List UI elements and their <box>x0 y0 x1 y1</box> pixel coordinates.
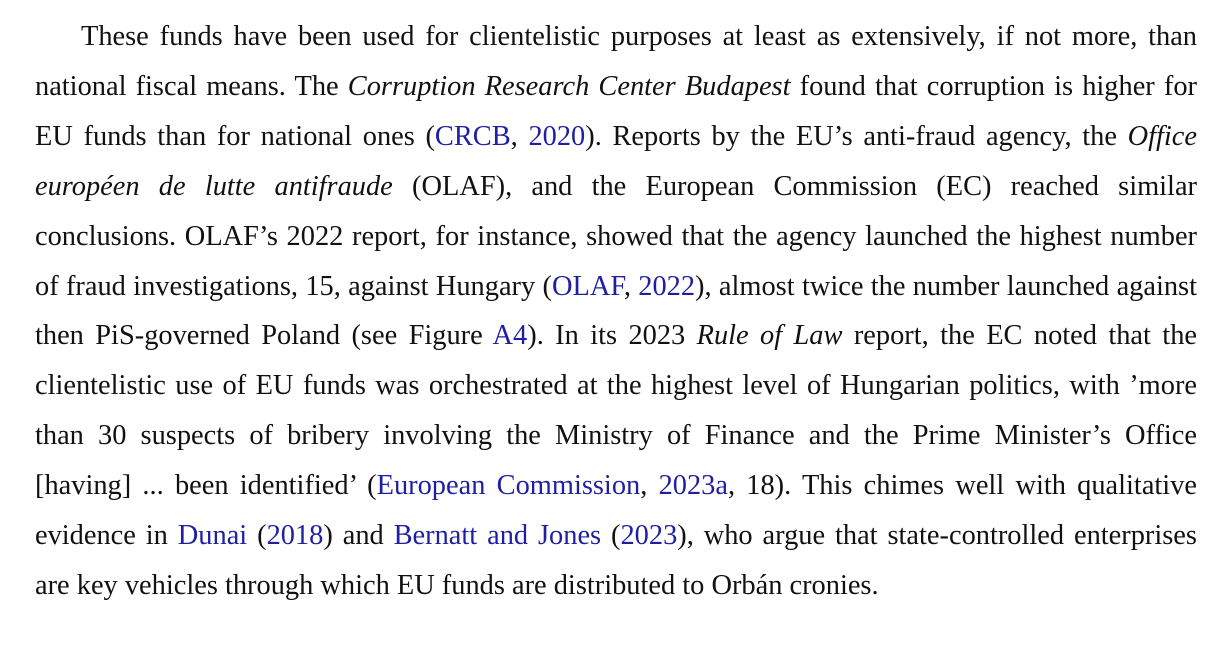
report-title: Rule of Law <box>696 320 843 352</box>
body-paragraph <box>35 12 1197 611</box>
citation-link-dunai-year[interactable]: 2018 <box>266 520 324 552</box>
text-run: ). Reports by the EU’s anti-fraud agency, the <box>585 120 1128 152</box>
text-run: , 18). This chimes well with qualitative evidence in <box>35 470 1197 552</box>
citation-link-crcb-author[interactable]: CRCB <box>434 120 511 152</box>
text-run: (OLAF), and the European Commission (EC) reached similar conclusions. OLAF’s 2022 report, for instance, showed that the agency launched the highest number of fraud investigations, 15, against Hungary ( <box>35 170 1198 302</box>
citation-link-dunai-author[interactable]: Dunai <box>177 520 248 552</box>
text-run: , <box>640 470 659 502</box>
text-run: found that corruption is higher for EU funds than for national ones ( <box>35 70 1197 152</box>
organization-name: Corruption Research Center Budapest <box>347 70 791 102</box>
text-run: ). In its 2023 <box>527 320 697 352</box>
citation-link-bernatt-jones-year[interactable]: 2023 <box>620 520 678 552</box>
text-run: ), almost twice the number launched against then PiS-governed Poland (see Figure <box>35 270 1197 352</box>
text-run: ( <box>601 520 621 552</box>
text-run: These funds have been used for clientelistic purposes at least as extensively, if not more, than national fiscal means. The <box>35 21 1197 102</box>
text-run: , <box>510 120 529 152</box>
citation-link-olaf-author[interactable]: OLAF <box>551 270 624 302</box>
text-run: report, the EC noted that the clientelistic use of EU funds was orchestrated at the highest level of Hungarian politics, with ’more than 30 suspects of bribery involving the Ministry of Finance and the Prime Minister’s Office [having] ... been identified’ ( <box>35 320 1197 502</box>
text-run: ( <box>247 520 267 552</box>
text-run: ) and <box>323 520 394 552</box>
citation-link-ec-author[interactable]: European Commission <box>376 470 641 502</box>
text-run: ), who argue that state-controlled enterprises are key vehicles through which EU funds are distributed to Orbán cronies. <box>35 520 1197 601</box>
document-page <box>35 12 1197 611</box>
citation-link-bernatt-jones-author[interactable]: Bernatt and Jones <box>393 520 602 552</box>
citation-link-olaf-year[interactable]: 2022 <box>638 270 696 302</box>
text-run: , <box>623 270 639 302</box>
figure-reference-link[interactable]: A4 <box>492 320 528 352</box>
citation-link-crcb-year[interactable]: 2020 <box>528 120 586 152</box>
citation-link-ec-year[interactable]: 2023a <box>658 470 728 502</box>
organization-name: Office européen de lutte antifraude <box>35 120 1197 202</box>
